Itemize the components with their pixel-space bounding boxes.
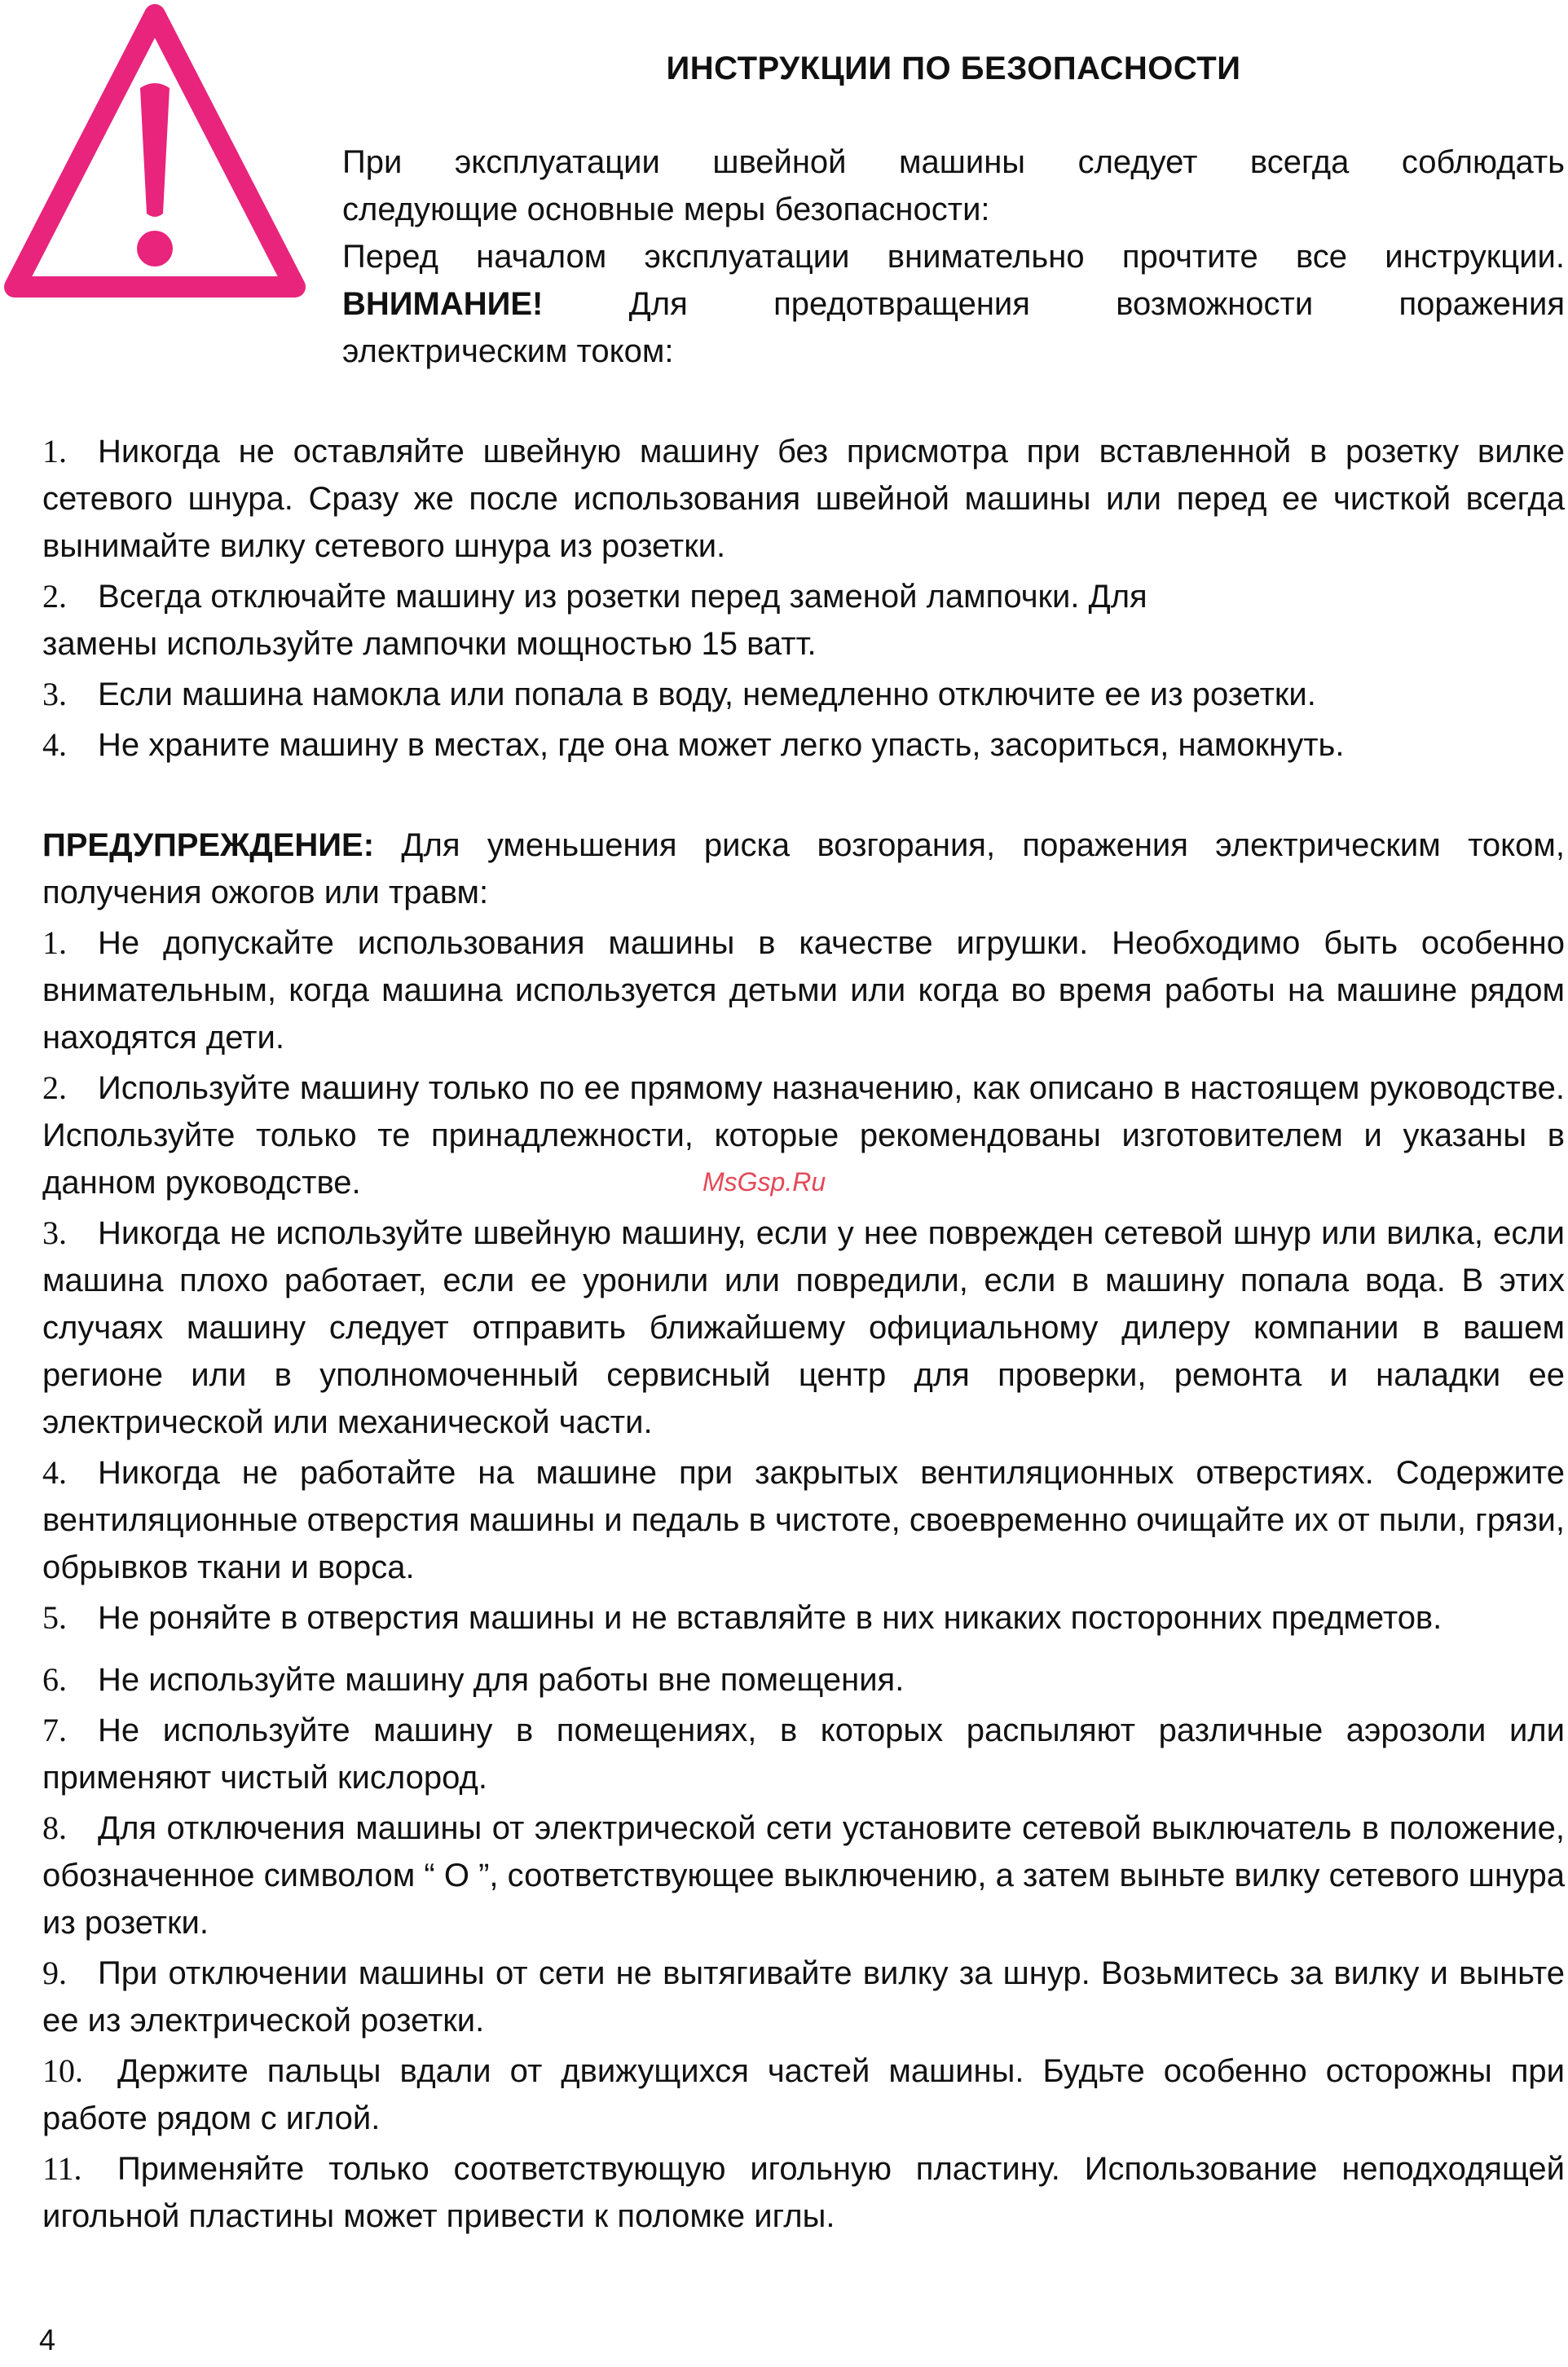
item-number: 5. (42, 1599, 67, 1636)
item-number: 3. (42, 1214, 67, 1251)
list-item (42, 1707, 1565, 1801)
item-text: Никогда не используйте швейную машину, если у нее поврежден сетевой шнур или вилка, если машина плохо работает, если ее уронили или повредили, если в машину попала вода. В этих случаях машину следует отправить ближайшему официальному дилеру компании в вашем регионе или в уполномоченный сервисный центр для проверки, ремонта и наладки ее электрической или механической части. (42, 1215, 1565, 1440)
item-text: Применяйте только соответствующую игольную пластину. Использование неподходящей игольной пластины может привести к поломке иглы. (42, 2151, 1565, 2234)
item-text: Никогда не работайте на машине при закрытых вентиляционных отверстиях. Содержите вентиляционные отверстия машины и педаль в чистоте, своевременно очищайте их от пыли, грязи, обрывков ткани и ворса. (42, 1455, 1565, 1585)
attention-text: Для предотвращения возможности поражения (543, 286, 1565, 322)
item-text-continuation: замены используйте лампочки мощностью 15 ватт. (42, 626, 817, 662)
item-number: 10. (42, 2052, 83, 2089)
intro-attention (342, 280, 1565, 328)
item-text: Не допускайте использования машины в качестве игрушки. Необходимо быть особенно внимательным, когда машина используется детьми или когда во время работы на машине рядом находятся дети. (42, 925, 1565, 1056)
list-item (42, 919, 1565, 1061)
item-number: 6. (42, 1661, 67, 1698)
page-title: ИНСТРУКЦИИ ПО БЕЗОПАСНОСТИ (666, 51, 1241, 86)
attention-label: ВНИМАНИЕ! (342, 286, 544, 322)
item-number: 8. (42, 1809, 67, 1846)
list-item (42, 1594, 1565, 1642)
item-number: 2. (42, 578, 67, 615)
safety-list-1 (42, 428, 1565, 772)
item-text: Если машина намокла или попала в воду, немедленно отключите ее из розетки. (98, 677, 1316, 712)
spacer (42, 1645, 1565, 1656)
item-text: Не используйте машину в помещениях, в которых распыляют различные аэрозоли или применяют чистый кислород. (42, 1712, 1565, 1796)
intro-line: Перед началом эксплуатации внимательно прочтите все инструкции. (342, 239, 1565, 275)
list-item (42, 1805, 1565, 1946)
intro-block (342, 139, 1565, 375)
item-number: 3. (42, 676, 67, 712)
item-number: 1. (42, 924, 67, 961)
list-item (42, 1950, 1565, 2044)
item-number: 1. (42, 433, 67, 469)
watermark: MsGsp.Ru (703, 1167, 826, 1197)
intro-line: При эксплуатации швейной машины следует всегда соблюдать (342, 144, 1565, 180)
item-text: Держите пальцы вдали от движущихся частей машины. Будьте особенно осторожны при работе рядом с иглой. (42, 2053, 1565, 2136)
warning-lead (42, 822, 1565, 916)
item-text: Не храните машину в местах, где она может легко упасть, засориться, намокнуть. (98, 727, 1345, 763)
warning-lead-text: Для уменьшения риска возгорания, поражения электрическим током, получения ожогов или травм: (42, 827, 1565, 910)
item-text: Используйте машину только по ее прямому назначению, как описано в настоящем руководстве. Используйте только те принадлежности, которые рекомендованы изготовителем и указаны в данном руководстве. (42, 1070, 1565, 1201)
warning-label: ПРЕДУПРЕЖДЕНИЕ: (42, 827, 375, 863)
intro-line: следующие основные меры безопасности: (342, 192, 990, 227)
item-number: 11. (42, 2150, 82, 2187)
warning-triangle-icon (0, 0, 310, 302)
list-item (42, 1449, 1565, 1591)
list-item (42, 428, 1565, 570)
item-number: 7. (42, 1712, 67, 1748)
item-text: При отключении машины от сети не вытягивайте вилку за шнур. Возьмитесь за вилку и выньте ее из электрической розетки. (42, 1955, 1565, 2039)
page-number: 4 (39, 2323, 56, 2356)
item-number: 4. (42, 1454, 67, 1491)
item-text: Не роняйте в отверстия машины и не вставляйте в них никаких посторонних предметов. (98, 1600, 1442, 1636)
item-number: 4. (42, 726, 67, 763)
item-number: 2. (42, 1069, 67, 1106)
list-item (42, 671, 1565, 718)
list-item (42, 721, 1565, 769)
item-number: 9. (42, 1955, 67, 1991)
item-text: Никогда не оставляйте швейную машину без присмотра при вставленной в розетку вилке сетевого шнура. Сразу же после использования швейной машины или перед ее чисткой всегда вынимайте вилку сетевого шнура из розетки. (42, 434, 1565, 564)
item-text: Всегда отключайте машину из розетки перед заменой лампочки. Для (98, 579, 1147, 615)
list-item (42, 1210, 1565, 1446)
warning-section (42, 822, 1565, 2243)
list-item (42, 573, 1565, 668)
item-text: Для отключения машины от электрической сети установите сетевой выключатель в положение, обозначенное символом “ O ”, соответствующее выключению, а затем выньте вилку сетевого шнура из розетки. (42, 1810, 1565, 1941)
list-item (42, 2047, 1565, 2142)
list-item (42, 1656, 1565, 1704)
item-text: Не используйте машину для работы вне помещения. (98, 1662, 905, 1698)
list-item (42, 2145, 1565, 2240)
intro-line: электрическим током: (342, 333, 674, 369)
